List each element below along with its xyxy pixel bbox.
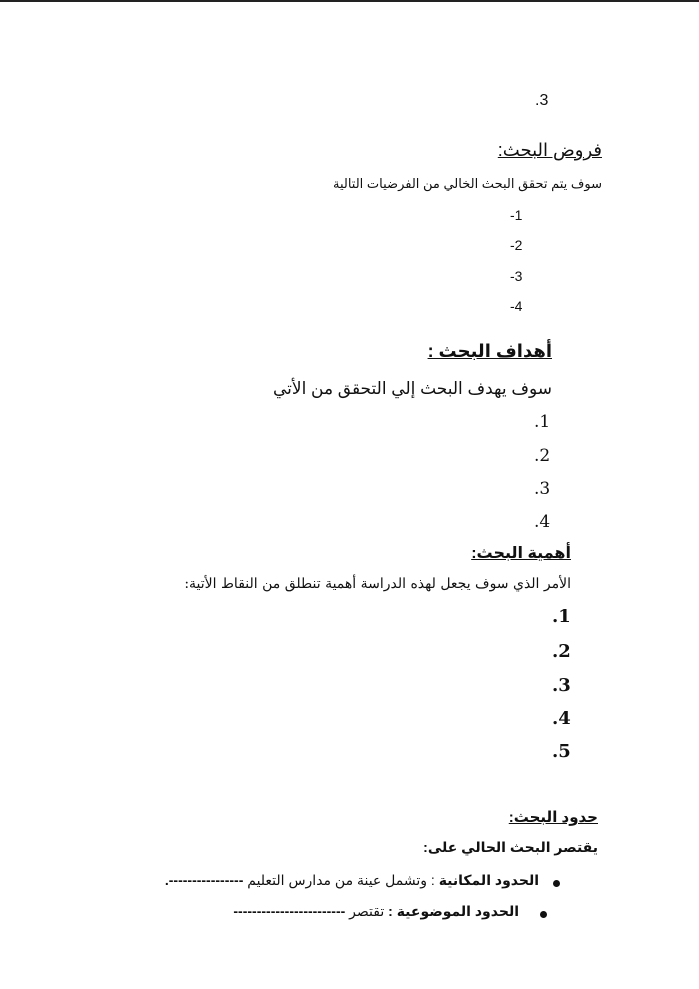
objective-item-4: .4 (534, 512, 551, 532)
hypothesis-item-3: -3 (510, 268, 523, 284)
limits-intro: يقتصر البحث الحالي على: (423, 839, 598, 855)
objectives-heading: أهداف البحث : (427, 341, 552, 361)
hypothesis-item-1: -1 (510, 207, 523, 223)
importance-item-3: .3 (552, 675, 571, 696)
objective-item-2: .2 (534, 446, 551, 466)
spatial-limits-label: الحدود المكانية (438, 872, 539, 888)
importance-item-4: .4 (552, 708, 571, 729)
topical-limits-dashes: ------------------------ (233, 903, 346, 919)
hypotheses-intro: سوف يتم تحقق البحث الخالي من الفرضيات التالية (332, 176, 602, 191)
top-border-line (0, 0, 699, 2)
objective-item-1: .1 (534, 412, 551, 432)
bullet-dot (540, 911, 547, 918)
limits-heading: حدود البحث: (508, 809, 598, 826)
importance-intro: الأمر الذي سوف يجعل لهذه الدراسة أهمية تنطلق من النقاط الأتية: (184, 576, 571, 592)
importance-item-1: .1 (552, 606, 571, 627)
hypothesis-item-4: -4 (510, 298, 523, 314)
spatial-limits-text: : وتشمل عينة من مدارس التعليم (243, 872, 439, 888)
topical-limits-text: تقتصر (345, 903, 389, 919)
importance-item-2: .2 (552, 641, 571, 662)
importance-item-5: .5 (552, 741, 571, 762)
hypothesis-item-2: -2 (510, 237, 523, 253)
objectives-intro: سوف يهدف البحث إلي التحقق من الأتي (272, 379, 552, 398)
spatial-limits-dashes: ----------------. (164, 872, 244, 888)
intro-list-item: .3 (535, 92, 549, 109)
topical-limits-line (233, 903, 519, 920)
bullet-dot (553, 880, 560, 887)
spatial-limits-line (165, 872, 539, 889)
importance-heading: أهمية البحث: (471, 545, 571, 562)
objective-item-3: .3 (534, 479, 551, 499)
hypotheses-heading: فروض البحث: (497, 140, 602, 160)
topical-limits-label: الحدود الموضوعية : (388, 903, 519, 919)
